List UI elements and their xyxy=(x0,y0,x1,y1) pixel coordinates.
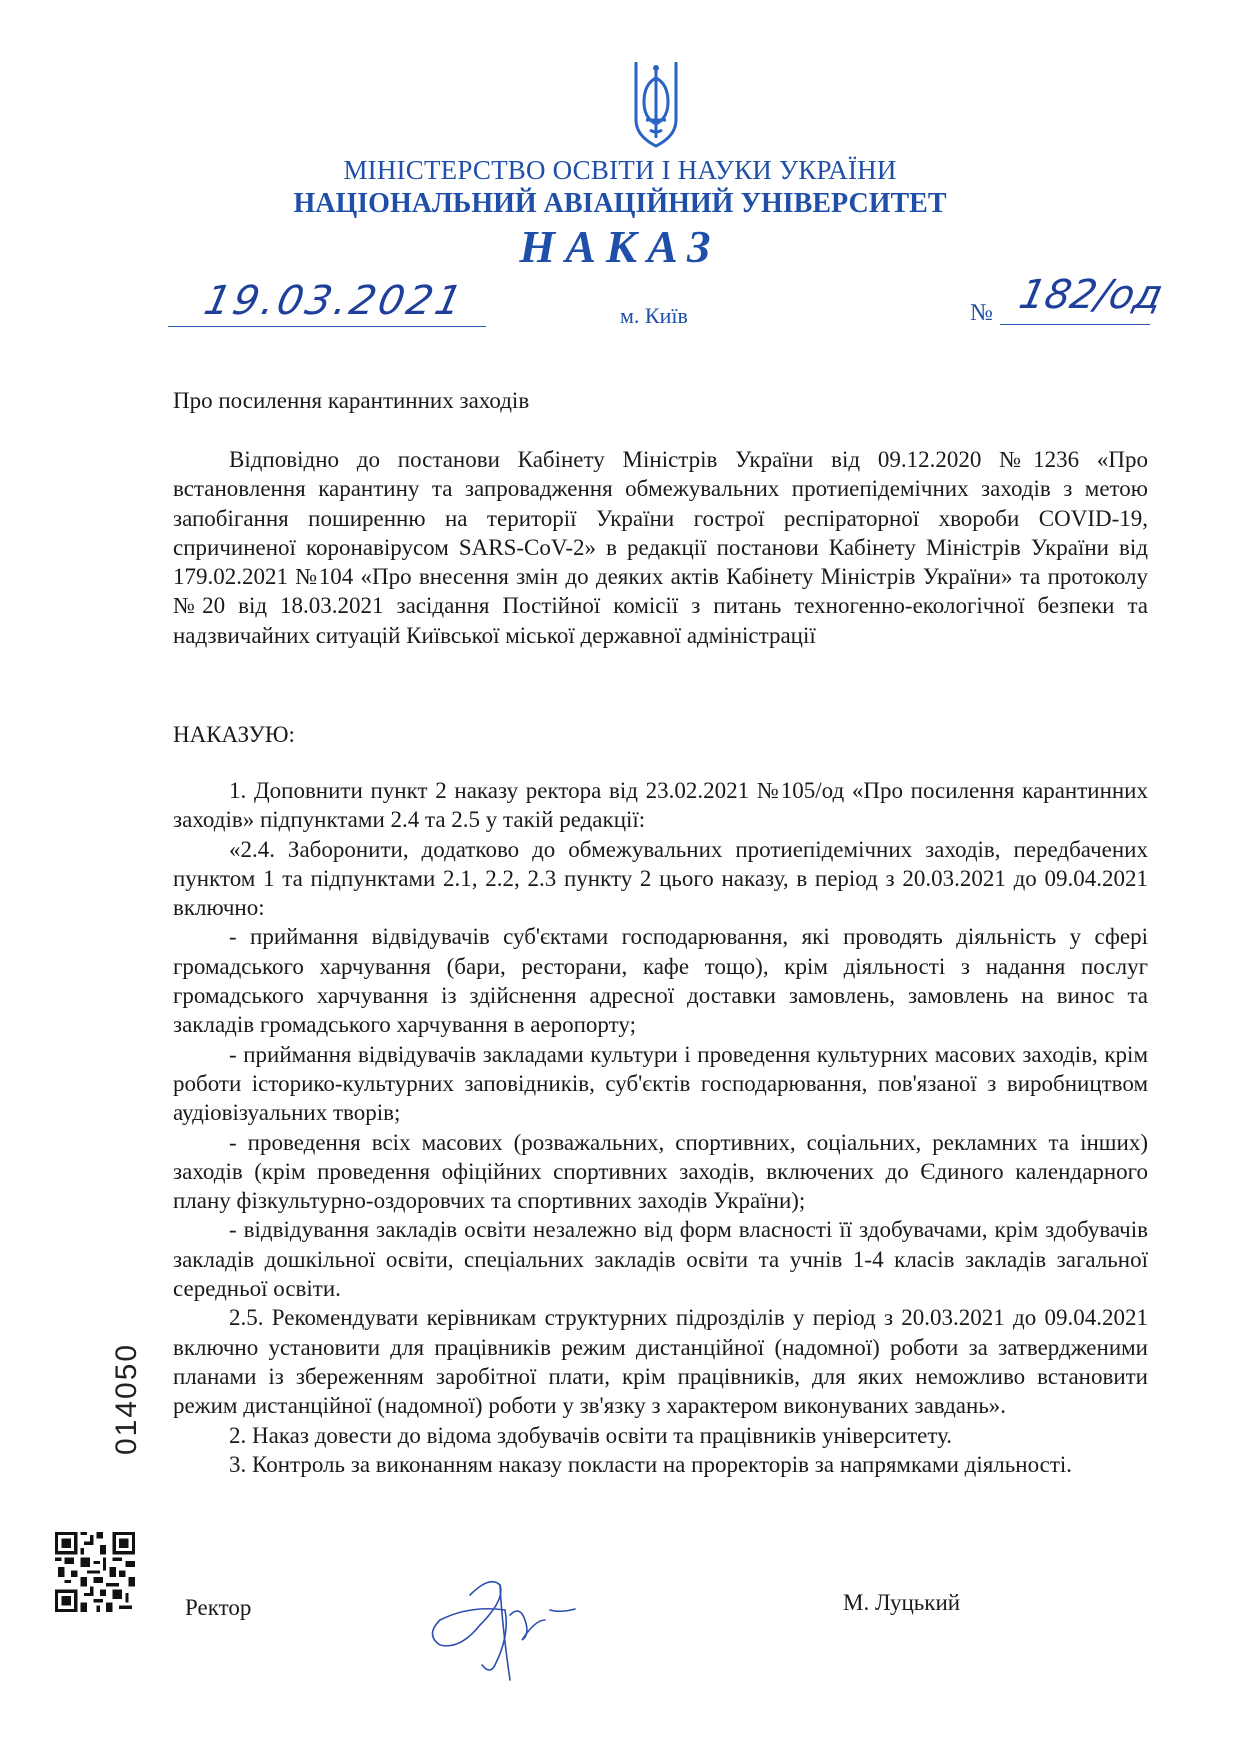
signatory-name: М. Луцький xyxy=(843,1590,961,1615)
handwritten-signature xyxy=(410,1565,640,1685)
order-paragraph: 1. Доповнити пункт 2 наказу ректора від 23.02.2021 №105/од «Про посилення карантинних заходів» підпунктами 2.4 та 2.5 у такій редакції: xyxy=(173,778,1148,833)
number-underline xyxy=(1000,324,1150,325)
handwritten-date: 19.03.2021 xyxy=(200,278,469,324)
university-name: НАЦІОНАЛЬНИЙ АВІАЦІЙНИЙ УНІВЕРСИТЕТ xyxy=(293,188,947,219)
order-paragraph: - приймання відвідувачів суб'єктами господарювання, які проводять діяльність у сфері громадського харчування (бари, ресторани, кафе тощо), крім діяльності з надання послуг громадського харчування із здійснення адресної доставки замовлень, замовлень на винос та закладів громадського харчування в аеропорту; xyxy=(173,924,1148,1038)
order-paragraph: - проведення всіх масових (розважальних, спортивних, соціальних, рекламних та інших) заходів (крім проведення офіційних спортивних заходів, включених до Єдиного календарного плану фізкультурно-оздоровчих та спортивних заходів України); xyxy=(173,1129,1148,1214)
handwritten-order-number: 182/од xyxy=(1015,272,1167,318)
ministry-name: МІНІСТЕРСТВО ОСВІТИ І НАУКИ УКРАЇНИ xyxy=(343,155,897,185)
signatory-role: Ректор xyxy=(185,1595,252,1620)
qr-code-icon xyxy=(55,1532,135,1612)
number-sign: № xyxy=(970,300,993,326)
document-type-title: НАКАЗ xyxy=(519,221,721,272)
date-underline xyxy=(168,326,486,327)
order-paragraph: «2.4. Заборонити, додатково до обмежувальних протиепідемічних заходів, передбачених пунктом 1 та підпунктами 2.1, 2.2, 2.3 пункту 2 цього наказу, в період з 20.03.2021 до 09.04.2021 включно: xyxy=(173,836,1148,921)
order-subject: Про посилення карантинних заходів xyxy=(173,388,530,413)
order-paragraph: 3. Контроль за виконанням наказу покласти на проректорів за напрямками діяльності. xyxy=(229,1451,1073,1477)
decree-word: НАКАЗУЮ: xyxy=(173,722,295,747)
order-paragraph: - приймання відвідувачів закладами культури і проведення культурних масових заходів, крім роботи історико-культурних заповідників, суб'єктів господарювання, пов'язаної з виробництвом аудіовізуальних творів; xyxy=(173,1041,1148,1126)
city-label: м. Київ xyxy=(620,303,688,328)
order-paragraph: 2. Наказ довести до відома здобувачів освіти та працівників університету. xyxy=(229,1422,953,1448)
trident-emblem-icon xyxy=(632,58,680,150)
preamble-text: Відповідно до постанови Кабінету Міністрів України від 09.12.2020 №1236 «Про встановлення карантину та запровадження обмежувальних протиепідемічних заходів з метою запобігання поширенню на території України гострої респіраторної хвороби COVID-19, спричиненої коронавірусом SARS-CoV-2» в редакції постанови Кабінету Міністрів України від 179.02.2021 №104 «Про внесення змін до деяких актів Кабінету Міністрів України» та протоколу №20 від 18.03.2021 засідання Постійної комісії з питань техногенно-екологічної безпеки та надзвичайних ситуацій Київської міської державної адміністрації xyxy=(173,447,1148,648)
order-items xyxy=(173,776,1148,1479)
order-paragraph: 2.5. Рекомендувати керівникам структурних підрозділів у період з 20.03.2021 до 09.04.2021 включно установити для працівників режим дистанційної (надомної) роботи за затвердженими планами із збереженням заробітної плати, крім працівників, для яких неможливо встановити режим дистанційної (надомної) роботи у зв'язку з характером виконуваних завдань». xyxy=(173,1305,1148,1419)
preamble xyxy=(173,445,1148,650)
order-paragraph: - відвідування закладів освіти незалежно від форм власності її здобувачами, крім здобувачів закладів дошкільної освіти, спеціальних закладів освіти та учнів 1-4 класів закладів загальної середньої освіти. xyxy=(173,1217,1148,1302)
serial-number: 014050 xyxy=(110,1342,143,1455)
